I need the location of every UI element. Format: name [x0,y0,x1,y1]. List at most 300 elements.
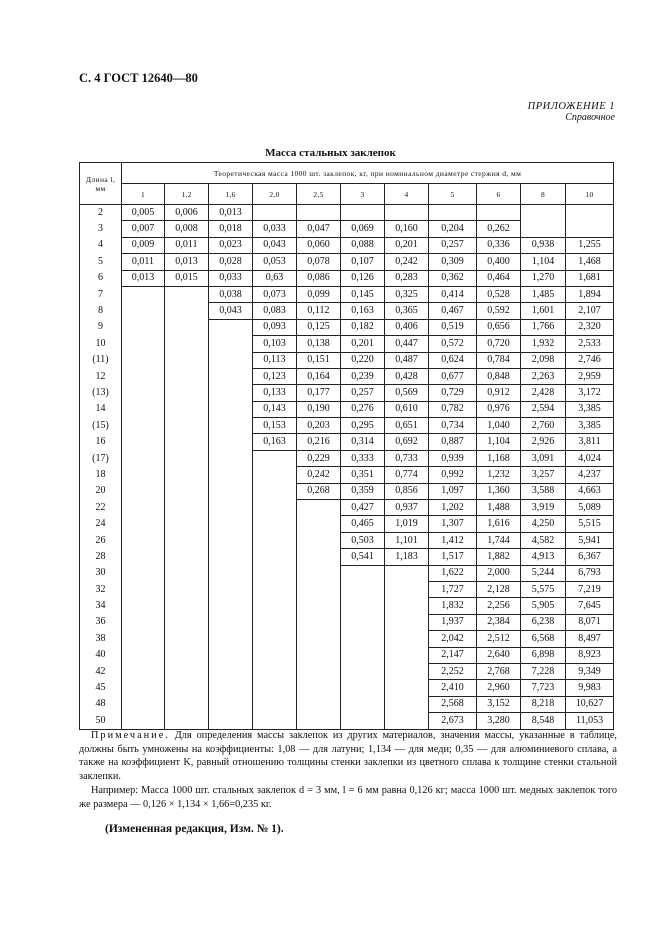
table-row [80,237,614,253]
mass-cell [165,401,209,417]
mass-cell [165,450,209,466]
mass-cell: 0,487 [385,352,429,368]
mass-cell: 0,268 [297,483,341,499]
mass-cell [253,483,297,499]
mass-cell: 0,015 [165,270,209,286]
mass-cell [122,385,165,401]
mass-cell: 6,367 [566,549,614,565]
mass-cell: 6,238 [521,614,566,630]
length-cell: 20 [80,483,122,499]
table-body [80,205,614,730]
mass-cell: 0,073 [253,286,297,302]
mass-cell [209,319,253,335]
mass-cell: 0,201 [385,237,429,253]
mass-cell: 0,733 [385,450,429,466]
mass-cell: 1,040 [477,418,521,434]
mass-cell: 3,257 [521,467,566,483]
table-row [80,696,614,712]
mass-cell: 1,766 [521,319,566,335]
table-row [80,647,614,663]
mass-cell: 0,023 [209,237,253,253]
mass-cell [122,532,165,548]
mass-cell: 0,887 [429,434,477,450]
mass-cell [122,401,165,417]
mass-cell: 0,406 [385,319,429,335]
appendix-title: ПРИЛОЖЕНИЕ 1 [527,101,615,112]
table-row [80,483,614,499]
mass-cell [209,614,253,630]
mass-cell: 0,153 [253,418,297,434]
mass-cell: 3,385 [566,418,614,434]
mass-cell [297,516,341,532]
mass-cell: 4,024 [566,450,614,466]
mass-cell [297,532,341,548]
mass-cell [209,467,253,483]
table-row [80,713,614,729]
diameter-header: 2,0 [253,184,297,205]
mass-cell: 8,923 [566,647,614,663]
length-cell: 5 [80,254,122,270]
mass-cell: 0,190 [297,401,341,417]
mass-cell [341,647,385,663]
mass-cell: 4,237 [566,467,614,483]
mass-cell [209,647,253,663]
diameter-header: 10 [566,184,614,205]
mass-cell: 2,263 [521,368,566,384]
mass-cell: 5,244 [521,565,566,581]
length-cell: 2 [80,205,122,221]
mass-cell [297,205,341,221]
mass-cell: 2,147 [429,647,477,663]
mass-cell: 0,112 [297,303,341,319]
length-column-header: Длина l, мм [80,163,122,205]
mass-cell: 2,768 [477,663,521,679]
mass-cell: 0,427 [341,500,385,516]
mass-cell [253,500,297,516]
mass-cell [297,581,341,597]
mass-cell [566,205,614,221]
diameter-header: 1,6 [209,184,253,205]
mass-cell: 0,692 [385,434,429,450]
diameter-header: 1 [122,184,165,205]
mass-cell [209,336,253,352]
mass-cell [122,713,165,729]
mass-cell [385,713,429,729]
mass-cell [165,598,209,614]
mass-cell [165,516,209,532]
mass-cell [165,467,209,483]
mass-cell [297,565,341,581]
mass-cell: 0,151 [297,352,341,368]
mass-cell [521,221,566,237]
length-cell: 26 [80,532,122,548]
length-cell: 14 [80,401,122,417]
mass-cell [122,434,165,450]
mass-cell [165,434,209,450]
mass-cell [122,663,165,679]
mass-cell: 2,640 [477,647,521,663]
mass-cell: 2,533 [566,336,614,352]
mass-cell [165,483,209,499]
mass-cell: 3,588 [521,483,566,499]
mass-cell: 6,793 [566,565,614,581]
mass-cell: 0,011 [165,237,209,253]
mass-cell [122,581,165,597]
mass-cell: 0,145 [341,286,385,302]
table-title: Масса стальных заклепок [265,147,396,159]
mass-cell: 0,009 [122,237,165,253]
mass-cell [122,549,165,565]
mass-cell: 1,412 [429,532,477,548]
mass-cell: 0,569 [385,385,429,401]
mass-cell: 0,336 [477,237,521,253]
mass-cell: 0,107 [341,254,385,270]
mass-cell [341,663,385,679]
mass-cell [165,352,209,368]
mass-cell: 0,125 [297,319,341,335]
mass-cell [122,565,165,581]
table-row [80,401,614,417]
table-row [80,516,614,532]
mass-cell [385,647,429,663]
mass-cell: 0,204 [429,221,477,237]
mass-cell: 0,912 [477,385,521,401]
length-cell: 40 [80,647,122,663]
mass-cell: 5,575 [521,581,566,597]
mass-cell: 0,201 [341,336,385,352]
mass-cell: 0,242 [385,254,429,270]
mass-cell: 3,152 [477,696,521,712]
mass-cell: 0,856 [385,483,429,499]
mass-cell: 0,939 [429,450,477,466]
mass-cell: 11,053 [566,713,614,729]
mass-cell: 0,734 [429,418,477,434]
mass-cell: 1,104 [521,254,566,270]
mass-cell [209,663,253,679]
mass-cell: 0,093 [253,319,297,335]
mass-cell [253,565,297,581]
mass-cell: 1,832 [429,598,477,614]
length-cell: 48 [80,696,122,712]
page-header: С. 4 ГОСТ 12640—80 [79,71,198,85]
mass-cell: 0,013 [165,254,209,270]
mass-cell: 0,013 [122,270,165,286]
diameter-header-row [80,184,614,205]
table-row [80,319,614,335]
table-row [80,581,614,597]
mass-cell: 0,937 [385,500,429,516]
mass-cell: 2,107 [566,303,614,319]
mass-cell [122,631,165,647]
mass-cell: 1,517 [429,549,477,565]
rivet-mass-table [79,162,614,730]
mass-cell: 7,645 [566,598,614,614]
mass-cell [341,565,385,581]
mass-cell: 0,018 [209,221,253,237]
mass-cell: 2,959 [566,368,614,384]
note-label: Примечание. [91,730,170,741]
mass-cell: 0,283 [385,270,429,286]
mass-cell [253,663,297,679]
mass-cell: 1,168 [477,450,521,466]
mass-cell [385,205,429,221]
mass-cell [122,500,165,516]
appendix-subtitle: Справочное [565,112,615,123]
length-cell: 50 [80,713,122,729]
mass-cell: 2,746 [566,352,614,368]
mass-cell [385,614,429,630]
mass-cell [122,483,165,499]
table-row [80,434,614,450]
mass-cell: 0,400 [477,254,521,270]
table-row [80,286,614,302]
mass-cell [297,500,341,516]
mass-cell [341,205,385,221]
mass-cell: 6,898 [521,647,566,663]
mass-cell [385,631,429,647]
table-row [80,614,614,630]
length-cell: 16 [80,434,122,450]
mass-cell [253,713,297,729]
length-cell: 18 [80,467,122,483]
length-cell: 4 [80,237,122,253]
mass-cell [122,680,165,696]
mass-cell [165,614,209,630]
mass-cell: 0,656 [477,319,521,335]
length-cell: 8 [80,303,122,319]
mass-cell: 2,673 [429,713,477,729]
mass-cell: 7,219 [566,581,614,597]
mass-cell: 0,63 [253,270,297,286]
length-cell: 28 [80,549,122,565]
mass-cell: 2,926 [521,434,566,450]
mass-cell: 0,519 [429,319,477,335]
mass-cell [253,680,297,696]
length-cell: 22 [80,500,122,516]
mass-cell [165,713,209,729]
mass-cell: 1,622 [429,565,477,581]
mass-cell: 0,086 [297,270,341,286]
mass-cell: 3,919 [521,500,566,516]
mass-cell [297,598,341,614]
mass-cell: 2,410 [429,680,477,696]
note-block [79,729,617,811]
length-cell: 42 [80,663,122,679]
mass-cell: 0,467 [429,303,477,319]
diameter-header: 5 [429,184,477,205]
mass-cell [209,549,253,565]
mass-cell: 0,078 [297,254,341,270]
mass-cell: 0,163 [341,303,385,319]
mass-cell: 1,468 [566,254,614,270]
mass-cell: 4,250 [521,516,566,532]
mass-cell [209,418,253,434]
mass-cell: 0,295 [341,418,385,434]
mass-cell: 1,101 [385,532,429,548]
mass-cell [165,532,209,548]
mass-cell: 9,349 [566,663,614,679]
table-row [80,500,614,516]
mass-cell: 0,992 [429,467,477,483]
mass-cell [165,565,209,581]
length-cell: 34 [80,598,122,614]
mass-cell [341,614,385,630]
mass-cell [297,713,341,729]
mass-cell [253,696,297,712]
mass-cell: 0,572 [429,336,477,352]
mass-cell [341,581,385,597]
edition-note: (Измененная редакция, Изм. № 1). [105,823,284,835]
mass-cell: 0,088 [341,237,385,253]
mass-cell [122,336,165,352]
mass-cell: 0,262 [477,221,521,237]
mass-cell [122,319,165,335]
mass-cell: 1,488 [477,500,521,516]
mass-cell [122,368,165,384]
mass-cell [297,614,341,630]
mass-cell: 0,465 [341,516,385,532]
mass-cell [209,598,253,614]
mass-cell: 0,011 [122,254,165,270]
mass-cell: 8,497 [566,631,614,647]
mass-cell: 0,362 [429,270,477,286]
length-cell: (11) [80,352,122,368]
mass-cell: 0,126 [341,270,385,286]
mass-cell [122,450,165,466]
mass-cell [122,352,165,368]
table-row [80,352,614,368]
mass-cell: 0,043 [253,237,297,253]
mass-cell [341,598,385,614]
length-cell: 32 [80,581,122,597]
mass-cell: 0,053 [253,254,297,270]
length-cell: (13) [80,385,122,401]
mass-cell: 0,220 [341,352,385,368]
mass-cell [385,663,429,679]
mass-cell: 1,104 [477,434,521,450]
mass-cell: 1,744 [477,532,521,548]
table-row [80,598,614,614]
mass-cell: 0,008 [165,221,209,237]
mass-cell: 0,216 [297,434,341,450]
mass-cell [122,696,165,712]
length-cell: 9 [80,319,122,335]
mass-cell: 5,089 [566,500,614,516]
table-row [80,467,614,483]
mass-cell: 0,182 [341,319,385,335]
mass-cell: 5,905 [521,598,566,614]
mass-cell [165,319,209,335]
mass-cell: 1,255 [566,237,614,253]
length-cell: 36 [80,614,122,630]
mass-cell: 3,385 [566,401,614,417]
mass-cell [122,467,165,483]
mass-cell [253,647,297,663]
mass-cell: 0,113 [253,352,297,368]
mass-cell [122,303,165,319]
diameter-header: 8 [521,184,566,205]
table-row [80,549,614,565]
length-cell: (15) [80,418,122,434]
mass-cell [165,581,209,597]
table-row [80,450,614,466]
mass-cell: 8,218 [521,696,566,712]
mass-cell: 1,202 [429,500,477,516]
mass-group-header: Теоретическая масса 1000 шт. заклепок, кг, при номинальном диаметре стержня d, мм [122,163,614,184]
mass-cell: 0,099 [297,286,341,302]
mass-cell: 2,128 [477,581,521,597]
mass-cell: 0,276 [341,401,385,417]
mass-cell: 0,651 [385,418,429,434]
mass-cell: 2,000 [477,565,521,581]
diameter-header: 1,2 [165,184,209,205]
mass-cell: 1,307 [429,516,477,532]
mass-cell: 2,960 [477,680,521,696]
note-paragraph [79,729,617,783]
mass-cell: 0,610 [385,401,429,417]
mass-cell [122,516,165,532]
mass-cell [209,532,253,548]
mass-cell: 0,257 [429,237,477,253]
mass-cell [165,368,209,384]
mass-cell [341,631,385,647]
table-row [80,418,614,434]
diameter-header: 6 [477,184,521,205]
mass-cell: 1,932 [521,336,566,352]
mass-cell [566,221,614,237]
mass-cell: 1,681 [566,270,614,286]
table-row [80,532,614,548]
mass-cell: 1,360 [477,483,521,499]
mass-cell: 0,013 [209,205,253,221]
mass-cell: 0,720 [477,336,521,352]
mass-cell: 5,941 [566,532,614,548]
mass-cell: 0,314 [341,434,385,450]
mass-cell: 0,138 [297,336,341,352]
mass-cell: 0,729 [429,385,477,401]
mass-cell: 0,143 [253,401,297,417]
mass-cell: 0,784 [477,352,521,368]
mass-cell: 1,616 [477,516,521,532]
mass-cell: 0,005 [122,205,165,221]
mass-cell [209,696,253,712]
mass-cell: 0,464 [477,270,521,286]
mass-cell: 0,038 [209,286,253,302]
mass-cell [209,680,253,696]
mass-cell: 1,485 [521,286,566,302]
mass-cell: 8,071 [566,614,614,630]
mass-cell: 2,760 [521,418,566,434]
mass-cell [297,631,341,647]
mass-cell [209,713,253,729]
mass-cell [209,500,253,516]
mass-cell [122,286,165,302]
mass-cell [477,205,521,221]
mass-cell [209,516,253,532]
mass-cell [165,500,209,516]
mass-cell: 0,782 [429,401,477,417]
mass-cell: 2,042 [429,631,477,647]
table-row [80,368,614,384]
mass-cell [122,418,165,434]
mass-cell: 2,512 [477,631,521,647]
mass-cell [253,532,297,548]
mass-cell [209,352,253,368]
mass-cell [209,581,253,597]
mass-cell: 0,239 [341,368,385,384]
mass-cell [385,696,429,712]
mass-cell: 0,164 [297,368,341,384]
